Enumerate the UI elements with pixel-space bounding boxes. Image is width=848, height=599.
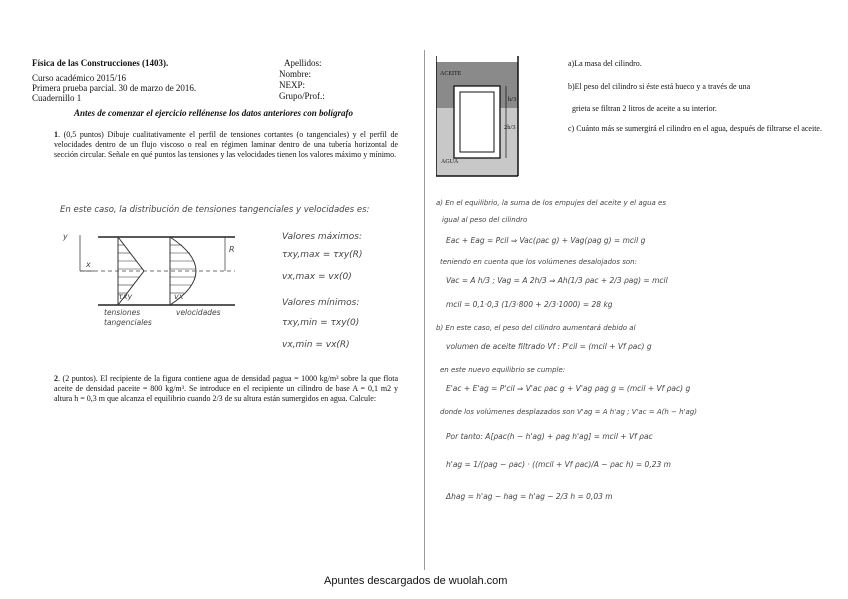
exam-date: Primera prueba parcial. 30 de marzo de 2016.	[32, 83, 197, 93]
answer-line-3: Eac + Eag = Pcil ⇒ Vac(ρac g) + Vag(ρag g) = mcil g	[446, 236, 646, 245]
answer-line-7: b) En este caso, el peso del cilindro aumentará debido al	[436, 324, 636, 332]
question-1: 1. (0,5 puntos) Dibuje cualitativamente el perfil de tensiones cortantes (o tangenciales) y el perfil de velocidades dentro de un flujo viscoso o real en régimen laminar dentro de una tubería horizontal de sección circular. Señale en qué puntos las tensiones y las velocidades tienen los valores máximo y mínimo.	[54, 130, 399, 159]
max-v: vx,max = vx(0)	[282, 272, 352, 282]
velocity-profile-diagram	[60, 225, 250, 335]
answer-line-13: h'ag = 1/(ρag − ρac) · ((mcil + Vf ρac)/A − ρac h) = 0,23 m	[446, 460, 671, 469]
fig-h3-label: h/3	[508, 96, 517, 103]
axis-y-label: y	[63, 232, 68, 241]
max-values-title: Valores máximos:	[282, 232, 362, 242]
answer-line-8: volumen de aceite filtrado Vf : P'cil = (mcil + Vf ρac) g	[446, 342, 652, 351]
question-1-number: 1	[54, 130, 58, 139]
answer-line-9: en este nuevo equilibrio se cumple:	[440, 366, 566, 374]
min-tau: τxy,min = τxy(0)	[282, 318, 360, 328]
answer-line-12: Por tanto: A[ρac(h − h'ag) + ρag h'ag] = mcil + Vf ρac	[446, 432, 653, 441]
fig-agua-label: AGUA	[441, 159, 459, 165]
answer-line-5: Vac = A h/3 ; Vag = A 2h/3 ⇒ Ah(1/3 ρac + 2/3 ρag) = mcil	[446, 276, 668, 285]
axis-x-label: x	[86, 260, 91, 269]
tensiones-label: tensiones tangenciales	[104, 308, 152, 327]
instruction: Antes de comenzar el ejercicio rellénense los datos anteriores con bolígrafo	[74, 108, 353, 118]
question-1-text: (0,5 puntos) Dibuje cualitativamente el perfil de tensiones cortantes (o tangenciales) y el perfil de velocidades dentro de un flujo viscoso o real en régimen laminar dentro de una tubería horizontal de sección circular. Señale en qué puntos las tensiones y las velocidades tienen los valores máximo y mínimo.	[54, 130, 399, 159]
vx-label: vx	[174, 292, 184, 301]
academic-year: Curso académico 2015/16	[32, 73, 126, 83]
field-nombre: Nombre:	[279, 69, 311, 79]
answer-line-14: Δhag = h'ag − hag = h'ag − 2/3 h = 0,03 m	[446, 492, 613, 501]
tau-label: τxy	[118, 292, 133, 301]
min-v: vx,min = vx(R)	[282, 340, 350, 350]
part-b-line1: b)El peso del cilindro si éste está hueco y a través de una	[568, 82, 751, 91]
part-a: a)La masa del cilindro.	[568, 59, 642, 68]
max-tau: τxy,max = τxy(R)	[282, 250, 363, 260]
answer-line-11: donde los volúmenes desplazados son V'ag = A h'ag ; V'ac = A(h − h'ag)	[440, 408, 697, 416]
answer-line-6: mcil = 0,1·0,3 (1/3·800 + 2/3·1000) = 28 kg	[446, 300, 613, 309]
answer-line-4: teniendo en cuenta que los volúmenes desalojados son:	[440, 258, 637, 266]
fig-aceite-label: ACEITE	[440, 71, 462, 77]
answer-line-2: igual al peso del cilindro	[442, 216, 528, 224]
booklet-label: Cuadernillo 1	[32, 93, 82, 103]
footer-credit: Apuntes descargados de wuolah.com	[324, 575, 508, 587]
answer-line-10: E'ac + E'ag = P'cil ⇒ V'ac ρac g + V'ag ρag g = (mcil + Vf ρac) g	[446, 384, 691, 393]
course-title: Física de las Construcciones (1403).	[32, 58, 169, 68]
field-grupo: Grupo/Prof.:	[279, 91, 325, 101]
column-divider	[424, 50, 425, 570]
answer-line-1: a) En el equilibrio, la suma de los empujes del aceite y el agua es	[436, 199, 666, 207]
part-b-line2: grieta se filtran 2 litros de aceite a su interior.	[572, 104, 717, 113]
velocidades-label: velocidades	[176, 308, 221, 317]
field-apellidos: Apellidos:	[284, 58, 322, 68]
question-2-number: 2	[54, 374, 58, 383]
radius-label: R	[229, 245, 235, 254]
min-values-title: Valores mínimos:	[282, 298, 360, 308]
fig-2h3-label: 2h/3	[504, 124, 516, 131]
q1-hw-intro: En este caso, la distribución de tensiones tangenciales y velocidades es:	[60, 205, 370, 215]
part-c: c) Cuánto más se sumergirá el cilindro en el agua, después de filtrarse el aceite.	[568, 124, 822, 133]
question-2-text: (2 puntos). El recipiente de la figura contiene agua de densidad ρagua = 1000 kg/m³ sobre la que flota aceite de densidad ρaceite = 800 kg/m³. Se introduce en el recipiente un cilindro de base A = 0,1 m2 y altura h = 0,3 m que alcanza el equilibrio cuando 2/3 de su altura están sumergidos en agua. Calcule:	[54, 374, 399, 403]
field-nexp: NEXP:	[279, 80, 306, 90]
question-2: 2. (2 puntos). El recipiente de la figura contiene agua de densidad ρagua = 1000 kg/m³ sobre la que flota aceite de densidad ρaceite = 800 kg/m³. Se introduce en el recipiente un cilindro de base A = 0,1 m2 y altura h = 0,3 m que alcanza el equilibrio cuando 2/3 de su altura están sumergidos en agua. Calcule:	[54, 374, 399, 403]
